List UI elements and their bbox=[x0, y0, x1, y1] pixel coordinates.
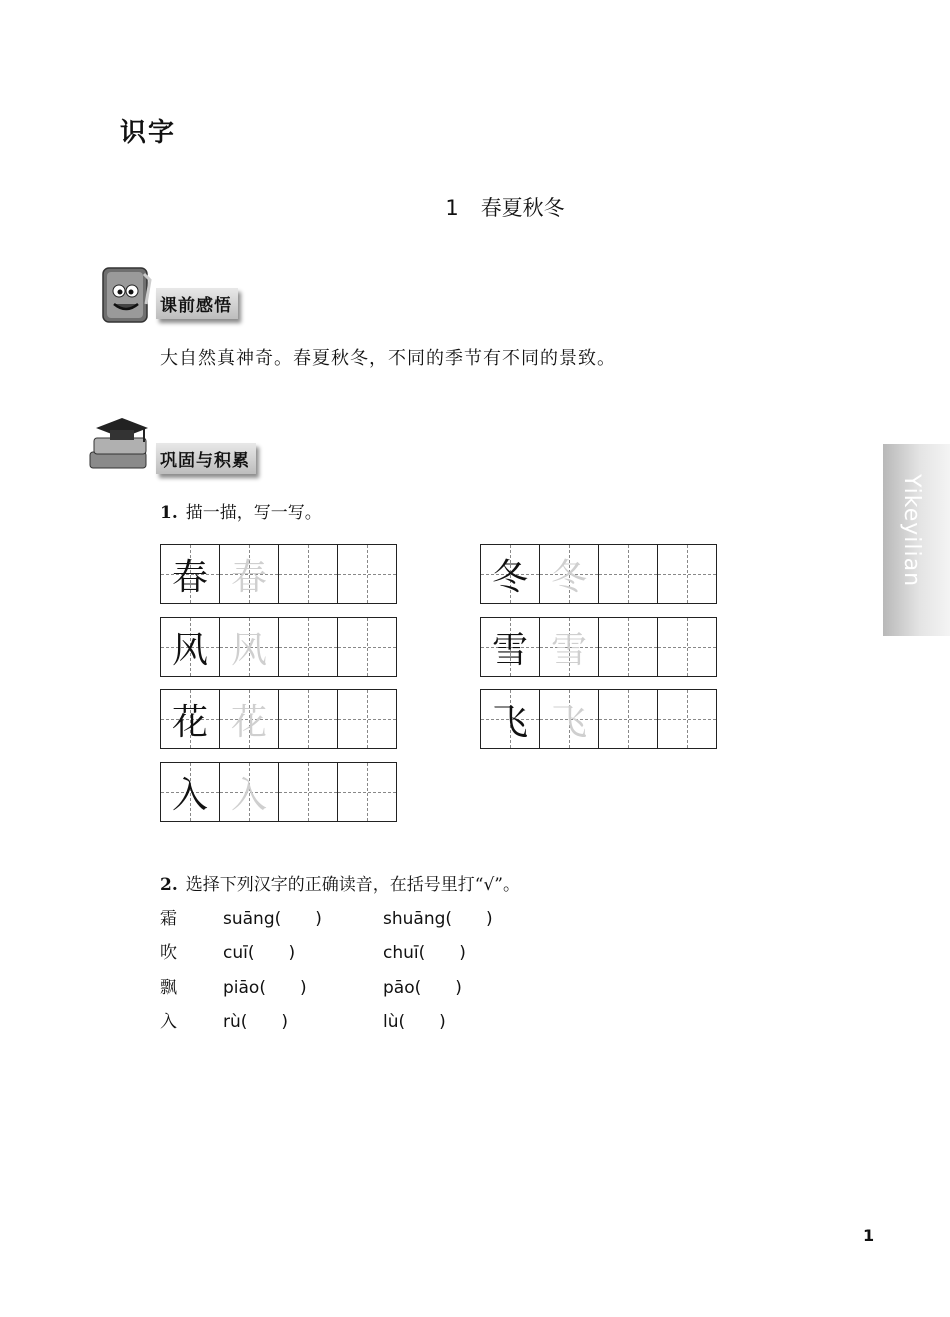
lesson-name: 春夏秋冬 bbox=[480, 196, 565, 220]
writing-grid-row bbox=[480, 544, 717, 604]
intro-paragraph: 大自然真神奇。春夏秋冬，不同的季节有不同的景致。 bbox=[160, 348, 616, 369]
empty-writing-cell[interactable] bbox=[599, 618, 658, 676]
section-label-pre-class: 课前感悟 bbox=[156, 288, 238, 319]
trace-char-cell[interactable]: 雪 bbox=[540, 618, 599, 676]
side-tab bbox=[883, 444, 950, 636]
lesson-title bbox=[0, 192, 950, 222]
pinyin-row-char: 吹 bbox=[160, 943, 177, 963]
writing-grid-row bbox=[160, 544, 397, 604]
pinyin-option[interactable]: rù( ) bbox=[223, 1012, 289, 1032]
question-1-prompt: 描一描，写一写。 bbox=[185, 503, 322, 523]
empty-writing-cell[interactable] bbox=[338, 690, 396, 748]
pinyin-option[interactable]: lù( ) bbox=[383, 1012, 446, 1032]
empty-writing-cell[interactable] bbox=[279, 545, 338, 603]
empty-writing-cell[interactable] bbox=[599, 545, 658, 603]
pinyin-option[interactable]: piāo( ) bbox=[223, 978, 307, 998]
writing-grid-row bbox=[160, 762, 397, 822]
model-char-cell: 入 bbox=[161, 763, 220, 821]
pinyin-option[interactable]: shuāng( ) bbox=[383, 909, 493, 929]
writing-grid-row bbox=[160, 617, 397, 677]
empty-writing-cell[interactable] bbox=[599, 690, 658, 748]
model-char-cell: 雪 bbox=[481, 618, 540, 676]
question-1-number: 1. bbox=[160, 503, 178, 523]
pinyin-option[interactable]: pāo( ) bbox=[383, 978, 462, 998]
section-label-consolidate: 巩固与积累 bbox=[156, 443, 256, 474]
pinyin-option[interactable]: chuī( ) bbox=[383, 943, 466, 963]
model-char-cell: 花 bbox=[161, 690, 220, 748]
empty-writing-cell[interactable] bbox=[658, 690, 716, 748]
lesson-number: 1 bbox=[445, 196, 459, 220]
trace-char-cell[interactable]: 飞 bbox=[540, 690, 599, 748]
page-number: 1 bbox=[863, 1226, 875, 1245]
trace-char-cell[interactable]: 入 bbox=[220, 763, 279, 821]
model-char-cell: 飞 bbox=[481, 690, 540, 748]
trace-char-cell[interactable]: 风 bbox=[220, 618, 279, 676]
pinyin-row-char: 飘 bbox=[160, 978, 177, 998]
empty-writing-cell[interactable] bbox=[338, 763, 396, 821]
trace-char-cell[interactable]: 春 bbox=[220, 545, 279, 603]
empty-writing-cell[interactable] bbox=[279, 763, 338, 821]
empty-writing-cell[interactable] bbox=[279, 690, 338, 748]
smiling-notebook-icon bbox=[100, 264, 152, 326]
pinyin-option[interactable]: cuī( ) bbox=[223, 943, 296, 963]
question-2-prompt: 选择下列汉字的正确读音，在括号里打“√”。 bbox=[185, 875, 520, 895]
question-1 bbox=[160, 498, 322, 523]
question-2-number: 2. bbox=[160, 875, 178, 895]
question-2 bbox=[160, 870, 520, 895]
empty-writing-cell[interactable] bbox=[658, 618, 716, 676]
pinyin-option[interactable]: suāng( ) bbox=[223, 909, 322, 929]
model-char-cell: 春 bbox=[161, 545, 220, 603]
model-char-cell: 风 bbox=[161, 618, 220, 676]
empty-writing-cell[interactable] bbox=[338, 618, 396, 676]
writing-grid-row bbox=[160, 689, 397, 749]
writing-grid-row bbox=[480, 689, 717, 749]
model-char-cell: 冬 bbox=[481, 545, 540, 603]
empty-writing-cell[interactable] bbox=[658, 545, 716, 603]
trace-char-cell[interactable]: 花 bbox=[220, 690, 279, 748]
empty-writing-cell[interactable] bbox=[279, 618, 338, 676]
empty-writing-cell[interactable] bbox=[338, 545, 396, 603]
pinyin-row-char: 入 bbox=[160, 1012, 177, 1032]
trace-char-cell[interactable]: 冬 bbox=[540, 545, 599, 603]
pinyin-row-char: 霜 bbox=[160, 909, 177, 929]
side-tab-label: Yikeyilian bbox=[899, 474, 924, 588]
graduation-cap-books-icon bbox=[86, 414, 152, 476]
unit-title: 识字 bbox=[120, 118, 177, 148]
writing-grid-row bbox=[480, 617, 717, 677]
